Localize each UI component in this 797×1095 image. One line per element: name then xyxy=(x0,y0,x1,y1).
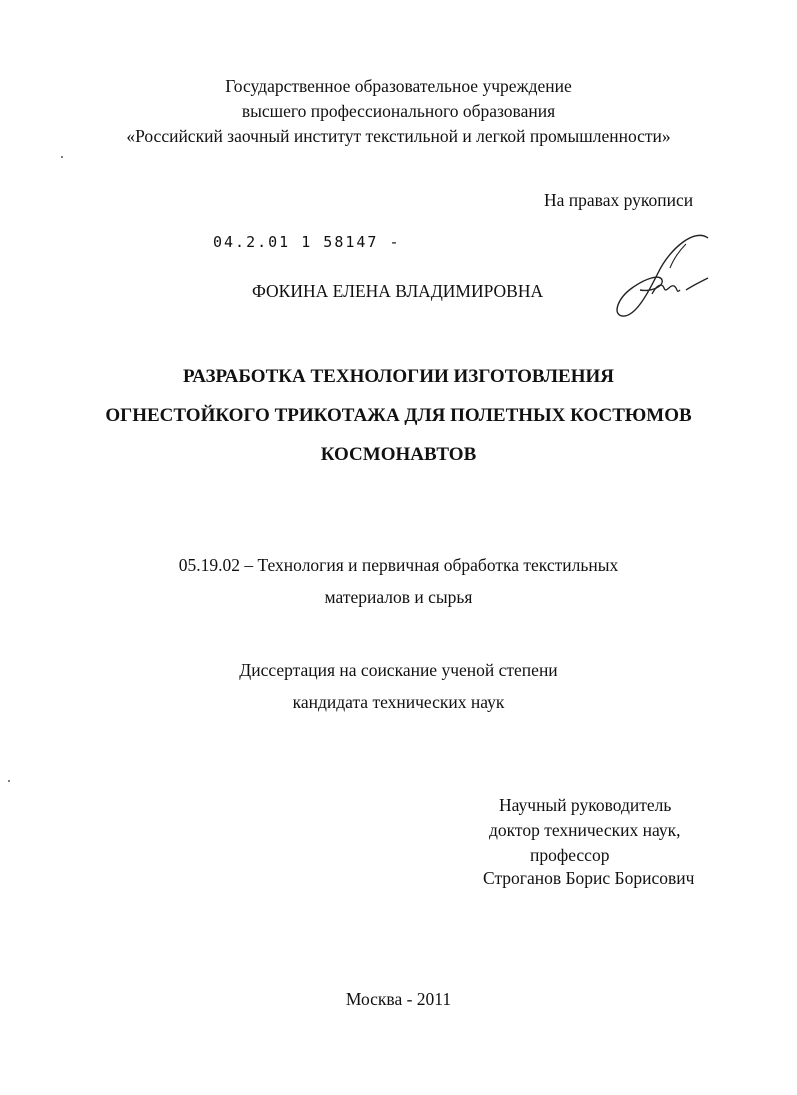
supervisor-degree: доктор технических наук, xyxy=(489,820,681,840)
institution-line-3: «Российский заочный институт текстильной и легкой промышленности» xyxy=(126,126,671,146)
manuscript-note: На правах рукописи xyxy=(544,190,694,210)
specialty-line-2: материалов и сырья xyxy=(324,587,473,607)
author-name: ФОКИНА ЕЛЕНА ВЛАДИМИРОВНА xyxy=(252,281,544,301)
supervisor-role: Научный руководитель xyxy=(499,795,672,815)
institution-line-2: высшего профессионального образования xyxy=(241,101,556,121)
title-line-2: ОГНЕСТОЙКОГО ТРИКОТАЖА ДЛЯ ПОЛЕТНЫХ КОСТЮМОВ xyxy=(105,405,692,426)
degree-line-1: Диссертация на соискание ученой степени xyxy=(239,660,558,680)
supervisor-title: профессор xyxy=(530,845,610,865)
supervisor-name: Строганов Борис Борисович xyxy=(483,868,695,888)
registration-number: 04.2.01 1 58147 - xyxy=(213,233,401,251)
scan-speck xyxy=(61,156,63,158)
degree-line-2: кандидата технических наук xyxy=(292,692,505,712)
institution-line-1: Государственное образовательное учреждение xyxy=(225,76,572,96)
specialty-line-1: 05.19.02 – Технология и первичная обработка текстильных xyxy=(178,555,619,575)
signature xyxy=(600,228,720,323)
scan-speck xyxy=(8,780,10,782)
title-line-3: КОСМОНАВТОВ xyxy=(320,444,477,465)
title-line-1: РАЗРАБОТКА ТЕХНОЛОГИИ ИЗГОТОВЛЕНИЯ xyxy=(183,366,614,387)
city-year: Москва - 2011 xyxy=(345,989,452,1009)
